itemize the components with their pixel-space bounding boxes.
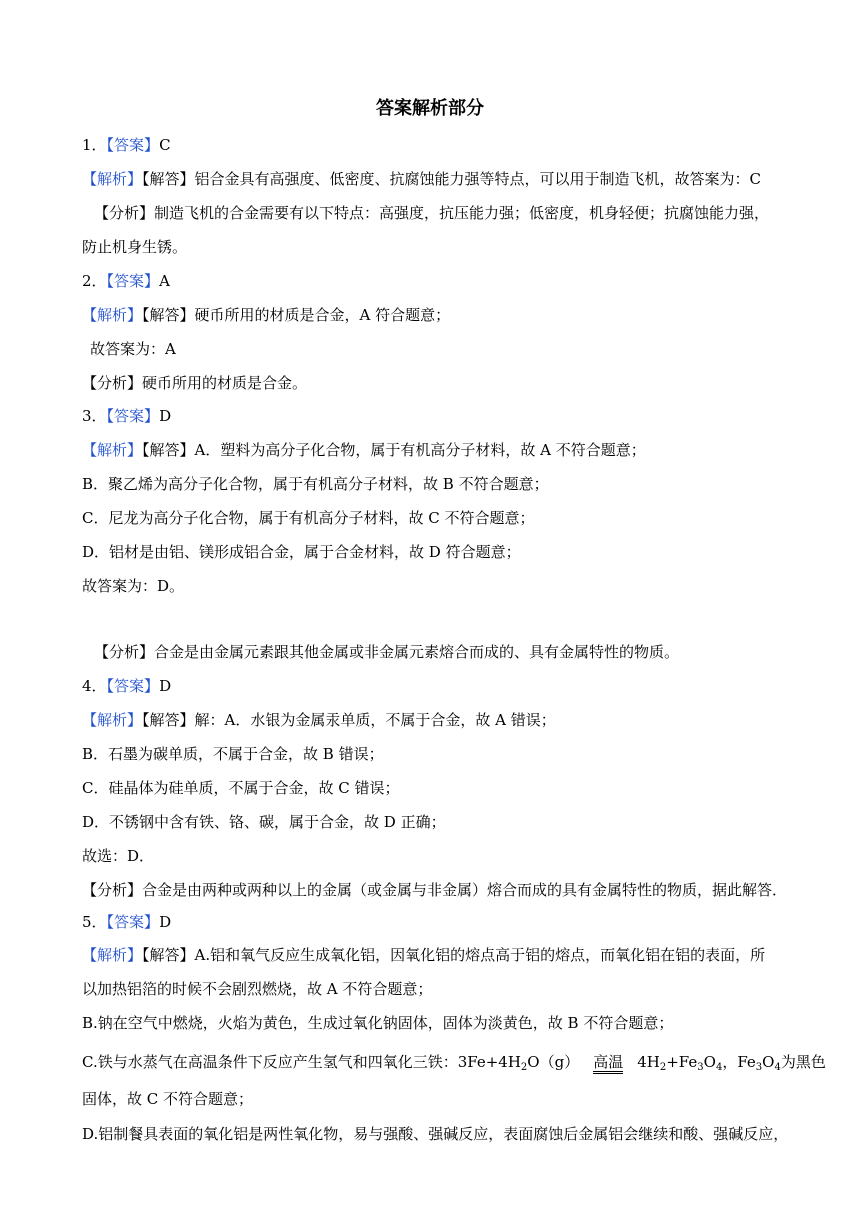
q5-c1-eq4: ，Fe [722, 1053, 756, 1071]
subscript: 3 [697, 1062, 704, 1073]
q3-solution-a: A．塑料为高分子化合物，属于有机高分子材料，故 A 不符合题意； [194, 441, 646, 459]
q3-fenxi: 合金是由金属元素跟其他金属或非金属元素熔合而成的、具有金属特性的物质。 [154, 643, 680, 661]
q1-fenxi-line [94, 203, 769, 223]
q5-c1-pre: C.铁与水蒸气在高温条件下反应产生氢气和四氧化三铁：3Fe+4H [82, 1053, 521, 1071]
q3-conclusion: 故答案为：D。 [82, 577, 185, 595]
subscript: 4 [774, 1062, 781, 1073]
q5-answer: D [159, 913, 172, 931]
reaction-condition [593, 1052, 623, 1074]
condition-text: 高温 [593, 1054, 623, 1074]
q4-solution-line [82, 710, 556, 730]
q2-solution: 硬币所用的材质是合金，A 符合题意； [194, 306, 451, 324]
q5-line-c2: 固体，故 C 不符合题意； [82, 1090, 254, 1108]
q1-answer: C [159, 136, 171, 154]
q3-answer: D [159, 407, 172, 425]
subscript: 2 [520, 1062, 528, 1073]
q3-number: 3． [82, 407, 107, 425]
q5-c1-eq5: O [762, 1053, 775, 1071]
answer-tag: 【答案】 [106, 407, 160, 425]
q1-fenxi-2: 防止机身生锈。 [82, 238, 188, 256]
q4-fenxi-line [82, 880, 787, 900]
q2-fenxi-line [82, 373, 307, 393]
q4-line-b: B．石墨为碳单质，不属于合金，故 B 错误； [82, 745, 384, 763]
q3-solution-line [82, 440, 646, 460]
q5-solution-line [82, 945, 765, 965]
q4-conclusion: 故选：D． [82, 847, 155, 865]
q2-answer: A [159, 272, 170, 290]
analysis-tag: 【解析】 [82, 441, 143, 459]
q5-c1-eq2: +Fe [666, 1053, 698, 1071]
q2-solution-line [82, 305, 450, 325]
q1-solution: 铝合金具有高强度、低密度、抗腐蚀能力强等特点，可以用于制造飞机，故答案为：C [194, 170, 762, 188]
answer-tag: 【答案】 [106, 677, 160, 695]
q1-number: 1． [82, 136, 107, 154]
q1-answer-line [82, 135, 171, 155]
solution-tag: 【解答】 [142, 946, 195, 964]
q3-line-c: C．尼龙为高分子化合物，属于有机高分子材料，故 C 不符合题意； [82, 509, 535, 527]
q4-fenxi: 合金是由两种或两种以上的金属（或金属与非金属）熔合而成的具有金属特性的物质，据此解答． [142, 881, 788, 899]
answer-tag: 【答案】 [106, 136, 160, 154]
fenxi-tag: 【分析】 [82, 881, 143, 899]
q4-line-d: D．不锈钢中含有铁、铬、碳，属于合金，故 D 正确； [82, 813, 446, 831]
q2-answer-line [82, 271, 170, 291]
answer-tag: 【答案】 [106, 913, 160, 931]
q4-answer: D [159, 677, 172, 695]
solution-tag: 【解答】 [142, 170, 195, 188]
q2-conclusion: 故答案为：A [90, 340, 176, 358]
q5-c1-post: 为黑色 [780, 1053, 826, 1071]
q4-line-c: C．硅晶体为硅单质，不属于合金，故 C 错误； [82, 779, 400, 797]
q4-solution-a: 解：A．水银为金属汞单质，不属于合金，故 A 错误； [194, 711, 556, 729]
analysis-tag: 【解析】 [82, 170, 143, 188]
q5-line-a2: 以加热铝箔的时候不会剧烈燃烧，故 A 不符合题意； [82, 980, 433, 998]
q5-line-d1: D.铝制餐具表面的氧化铝是两性氧化物，易与强酸、强碱反应，表面腐蚀后金属铝会继续和酸、强碱反应， [82, 1125, 789, 1143]
q2-fenxi: 硬币所用的材质是合金。 [142, 374, 308, 392]
fenxi-tag: 【分析】 [94, 643, 155, 661]
q3-answer-line [82, 406, 171, 426]
analysis-tag: 【解析】 [82, 711, 143, 729]
solution-tag: 【解答】 [142, 711, 195, 729]
fenxi-tag: 【分析】 [94, 204, 155, 222]
analysis-tag: 【解析】 [82, 946, 143, 964]
analysis-tag: 【解析】 [82, 306, 143, 324]
q3-line-d: D．铝材是由铝、镁形成铝合金，属于合金材料，故 D 符合题意； [82, 543, 521, 561]
q1-solution-line [82, 169, 761, 189]
q3-fenxi-line [94, 642, 679, 662]
q5-c1-eq3: O [703, 1053, 716, 1071]
q3-line-b: B．聚乙烯为高分子化合物，属于有机高分子材料，故 B 不符合题意； [82, 475, 549, 493]
q5-line-b: B.钠在空气中燃烧，火焰为黄色，生成过氧化钠固体，固体为淡黄色，故 B 不符合题意； [82, 1014, 674, 1032]
q5-solution-a1: A.铝和氧气反应生成氧化铝，因氧化铝的熔点高于铝的熔点，而氧化铝在铝的表面，所 [194, 946, 766, 964]
answer-tag: 【答案】 [106, 272, 160, 290]
subscript: 2 [659, 1062, 667, 1073]
q5-c1-mid: O（g） [527, 1053, 580, 1071]
q4-number: 4． [82, 677, 107, 695]
q2-number: 2． [82, 272, 107, 290]
q5-answer-line [82, 912, 171, 932]
q5-number: 5． [82, 913, 107, 931]
q1-fenxi-1: 制造飞机的合金需要有以下特点：高强度，抗压能力强；低密度，机身轻便；抗腐蚀能力强， [154, 204, 770, 222]
page-title: 答案解析部分 [376, 98, 484, 119]
q5-c1-eq1: 4H [637, 1053, 660, 1071]
subscript: 3 [755, 1062, 763, 1073]
solution-tag: 【解答】 [142, 441, 195, 459]
subscript: 4 [715, 1062, 723, 1073]
solution-tag: 【解答】 [142, 306, 195, 324]
q4-answer-line [82, 676, 171, 696]
q5-line-c1 [82, 1052, 826, 1074]
fenxi-tag: 【分析】 [82, 374, 143, 392]
